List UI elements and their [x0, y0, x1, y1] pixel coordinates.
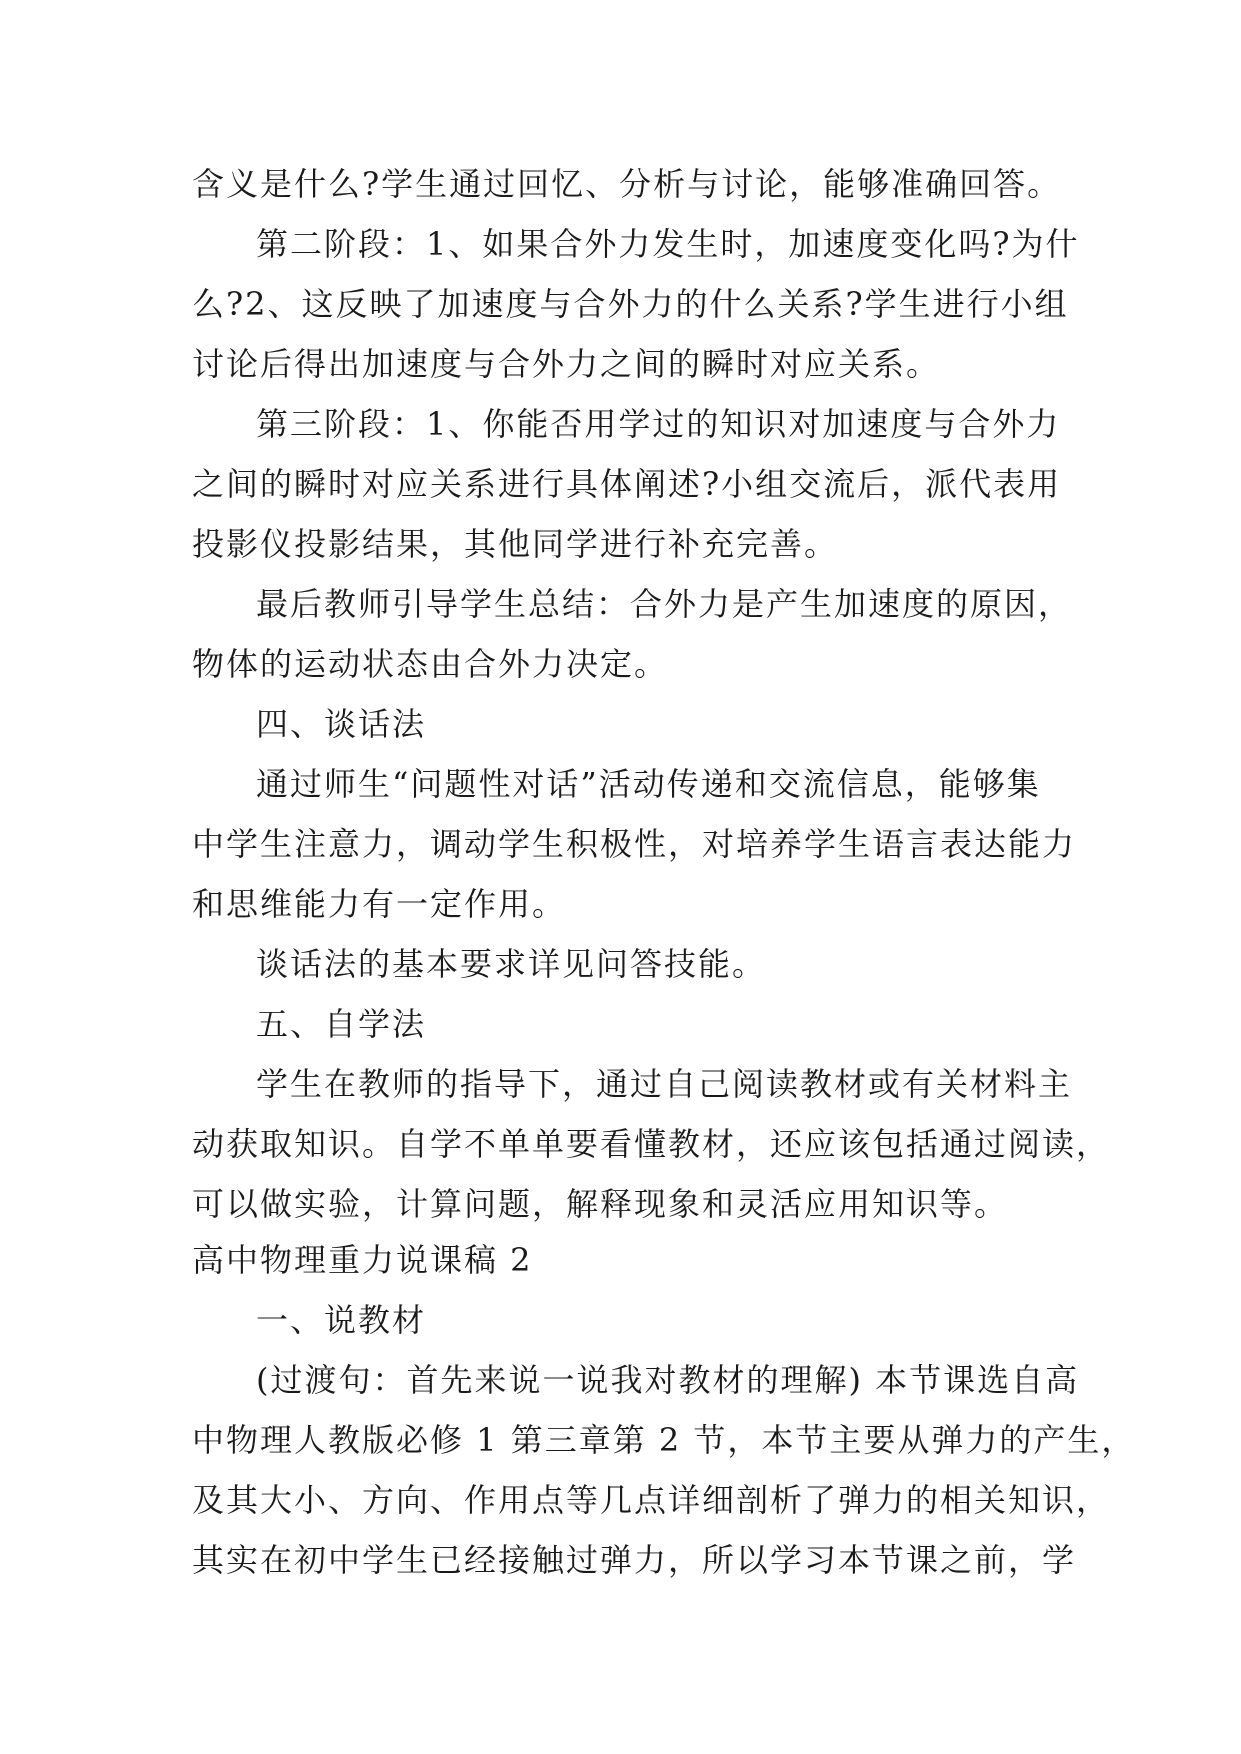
paragraph-line: 及其大小、方向、作用点等几点详细剖析了弹力的相关知识，: [192, 1481, 1111, 1519]
paragraph-line: 其实在初中学生已经接触过弹力，所以学习本节课之前，学: [192, 1541, 1077, 1579]
paragraph-line: 可以做实验，计算问题，解释现象和灵活应用知识等。: [192, 1185, 1009, 1223]
paragraph-line: 谈话法的基本要求详见问答技能。: [256, 945, 767, 983]
paragraph-line: 投影仪投影结果，其他同学进行补充完善。: [192, 525, 839, 563]
paragraph-line: 学生在教师的指导下，通过自己阅读教材或有关材料主: [256, 1065, 1073, 1103]
paragraph-line: 通过师生“问题性对话”活动传递和交流信息，能够集: [256, 765, 1041, 803]
section-heading: 一、说教材: [256, 1301, 427, 1339]
paragraph-line: 含义是什么?学生通过回忆、分析与讨论，能够准确回答。: [192, 165, 1062, 203]
paragraph-line: 动获取知识。自学不单单要看懂教材，还应该包括通过阅读，: [192, 1125, 1111, 1163]
paragraph-line: 最后教师引导学生总结：合外力是产生加速度的原因，: [256, 585, 1073, 623]
document-title: 高中物理重力说课稿 2: [192, 1241, 533, 1279]
section-heading: 五、自学法: [256, 1005, 427, 1043]
paragraph-line: (过渡句：首先来说一说我对教材的理解) 本节课选自高: [256, 1361, 1080, 1399]
paragraph-line: 讨论后得出加速度与合外力之间的瞬时对应关系。: [192, 345, 941, 383]
paragraph-line: 么?2、这反映了加速度与合外力的什么关系?学生进行小组: [192, 285, 1069, 323]
paragraph-line: 中学生注意力，调动学生积极性，对培养学生语言表达能力: [192, 825, 1077, 863]
paragraph-line: 物体的运动状态由合外力决定。: [192, 645, 669, 683]
section-heading: 四、谈话法: [256, 705, 427, 743]
paragraph-line: 之间的瞬时对应关系进行具体阐述?小组交流后，派代表用: [192, 465, 1062, 503]
paragraph-line: 中物理人教版必修 1 第三章第 2 节，本节主要从弹力的产生，: [192, 1421, 1136, 1459]
paragraph-line: 第二阶段：1、如果合外力发生时，加速度变化吗?为什: [256, 225, 1080, 263]
paragraph-line: 和思维能力有一定作用。: [192, 885, 567, 923]
paragraph-line: 第三阶段：1、你能否用学过的知识对加速度与合外力: [256, 405, 1061, 443]
